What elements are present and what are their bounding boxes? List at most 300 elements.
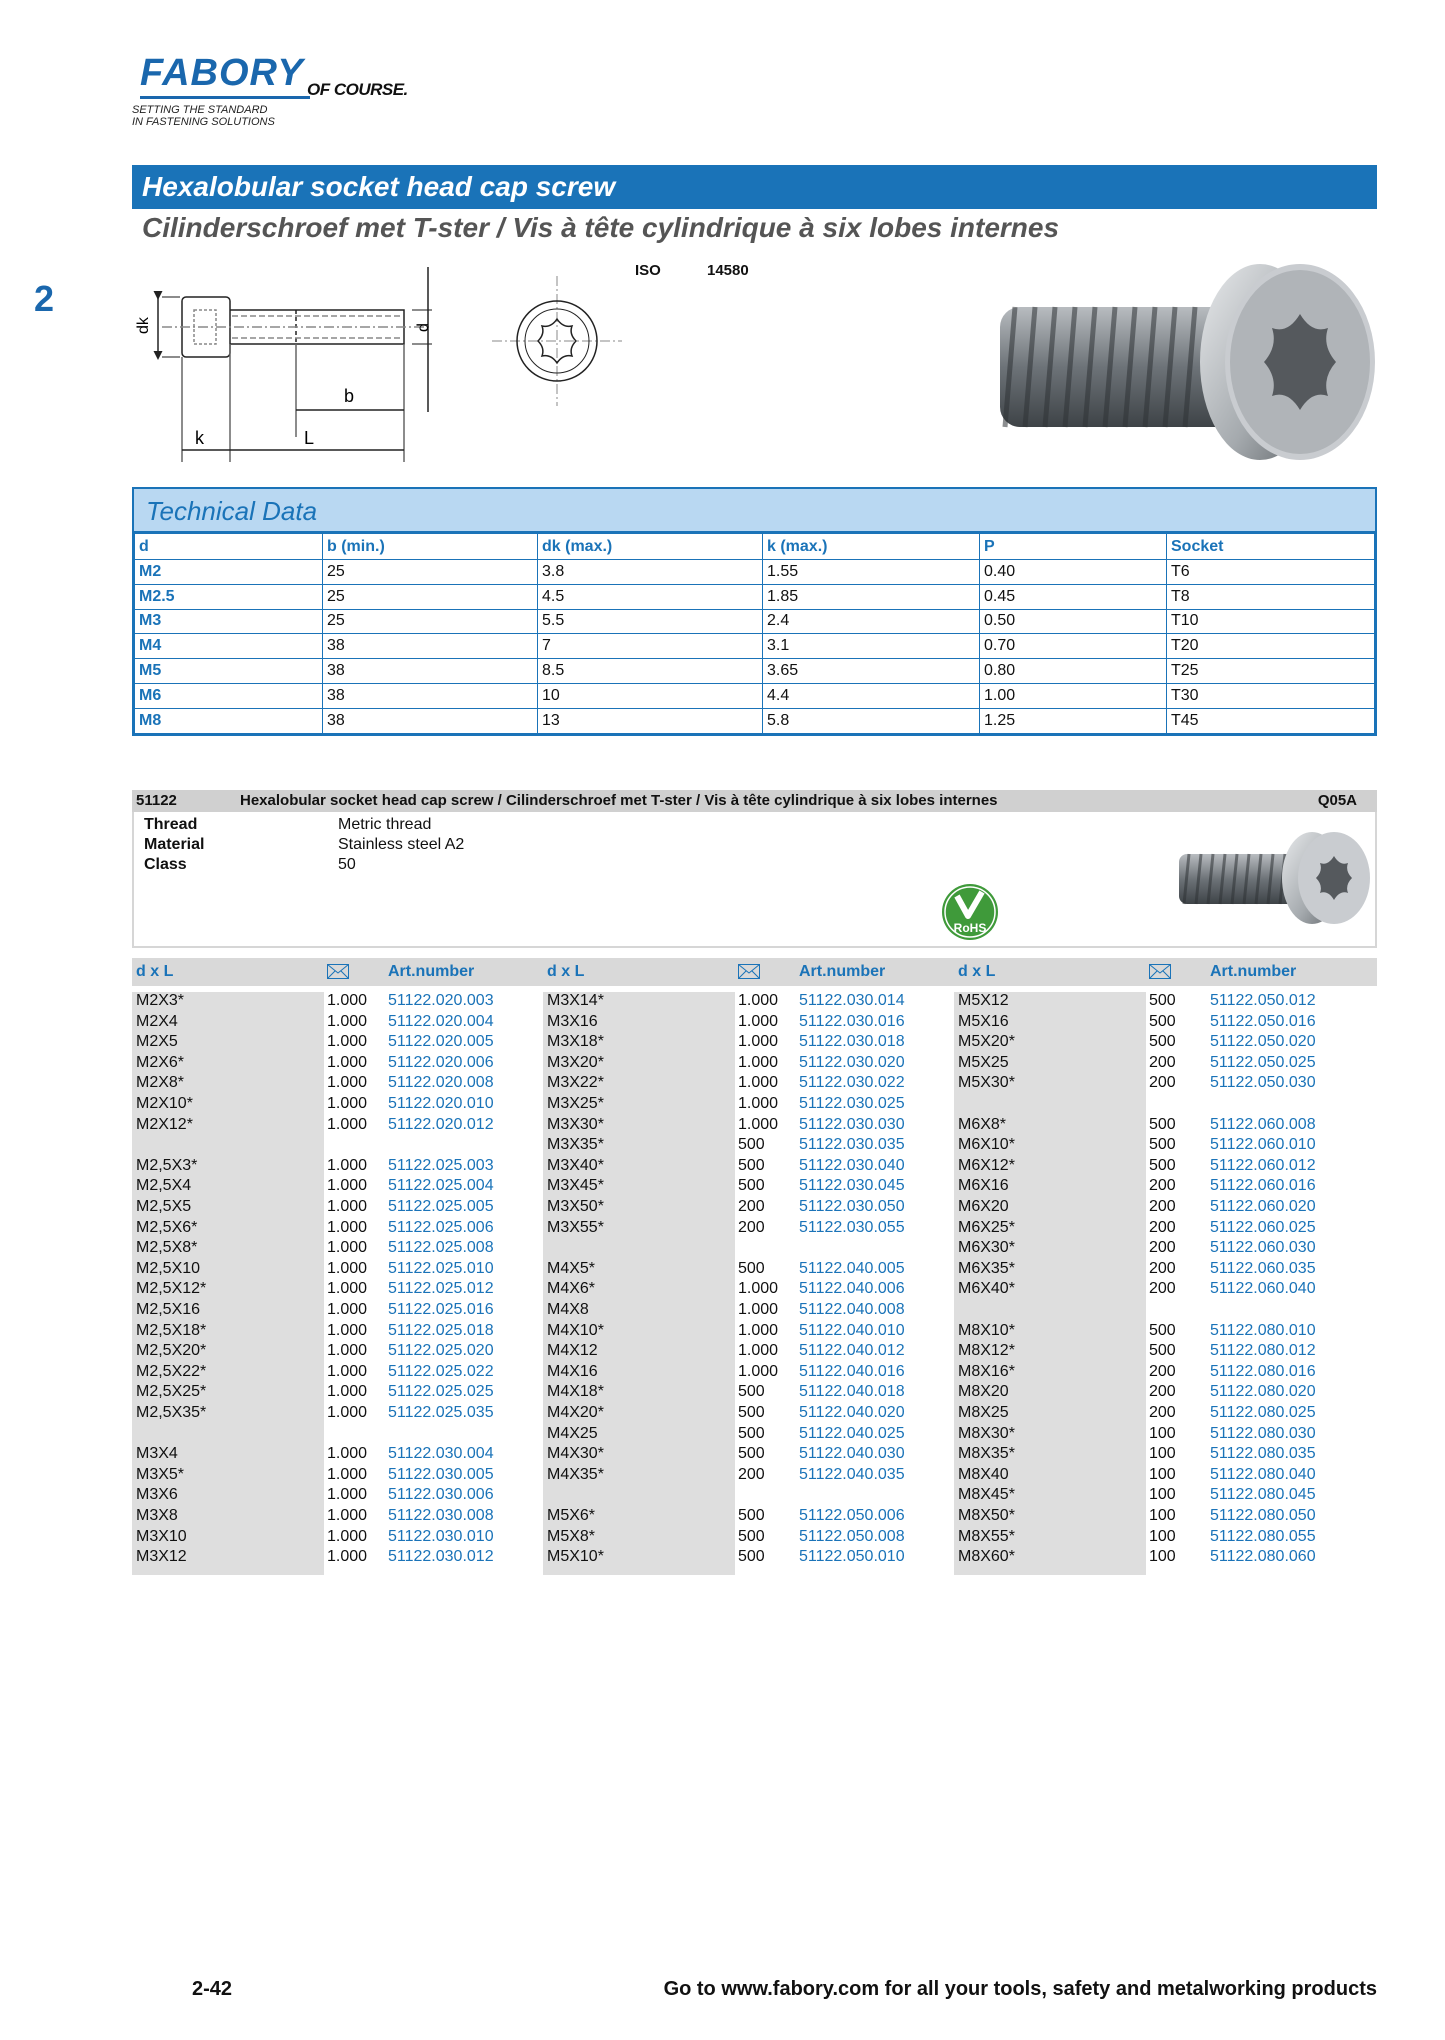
table-cell: M2.5 <box>135 584 323 609</box>
product-header-bar <box>132 790 1377 812</box>
article-number[interactable]: 51122.030.006 <box>388 1486 494 1504</box>
article-number[interactable]: 51122.020.006 <box>388 1053 494 1071</box>
header-cell: b (min.) <box>323 534 538 560</box>
spec-value-material: Stainless steel A2 <box>338 836 465 853</box>
list-item <box>954 1486 1365 1507</box>
list-item <box>543 1260 954 1281</box>
article-quantity: 1.000 <box>327 1095 368 1112</box>
table-row <box>135 584 1375 609</box>
article-number[interactable]: 51122.080.050 <box>1210 1507 1316 1524</box>
article-size: M3X40* <box>547 1156 604 1174</box>
article-number[interactable]: 51122.020.003 <box>388 992 494 1009</box>
article-quantity: 200 <box>738 1465 765 1483</box>
article-size: M3X16 <box>547 1012 598 1030</box>
article-quantity: 1.000 <box>327 1507 368 1524</box>
table-cell: 38 <box>323 708 538 733</box>
article-size: M4X20* <box>547 1404 604 1421</box>
technical-data-header-row <box>135 534 1375 560</box>
article-size: M8X16* <box>958 1362 1015 1380</box>
article-quantity: 1.000 <box>327 1383 368 1401</box>
article-size: M4X25 <box>547 1424 598 1442</box>
article-size: M8X50* <box>958 1507 1015 1524</box>
list-item <box>132 1404 543 1425</box>
article-number[interactable]: 51122.050.008 <box>799 1527 905 1545</box>
article-number[interactable]: 51122.040.035 <box>799 1465 905 1483</box>
product-spec-box <box>132 812 1377 948</box>
article-size: M2X6* <box>136 1053 185 1071</box>
article-quantity: 1.000 <box>738 1053 779 1071</box>
article-number[interactable]: 51122.060.030 <box>1210 1239 1316 1257</box>
page-subtitle: Cilinderschroef met T-ster / Vis à tête cylindrique à six lobes internes <box>142 212 1060 243</box>
list-item <box>954 1136 1365 1157</box>
article-size: M2,5X5 <box>136 1198 192 1215</box>
article-size: M3X22* <box>547 1074 604 1092</box>
article-number[interactable]: 51122.060.012 <box>1210 1156 1316 1174</box>
article-number[interactable]: 51122.060.025 <box>1210 1218 1316 1236</box>
article-number[interactable]: 51122.030.025 <box>799 1095 905 1112</box>
article-number[interactable]: 51122.080.045 <box>1210 1486 1316 1504</box>
article-number[interactable]: 51122.020.004 <box>388 1012 494 1030</box>
article-number[interactable]: 51122.025.020 <box>388 1342 494 1360</box>
list-item <box>543 1136 954 1157</box>
article-number[interactable]: 51122.040.008 <box>799 1301 905 1318</box>
article-number[interactable]: 51122.080.040 <box>1210 1465 1316 1483</box>
article-size: M2,5X18* <box>136 1321 207 1339</box>
list-item <box>954 1383 1365 1404</box>
list-item <box>543 1383 954 1404</box>
article-quantity: 1.000 <box>327 1074 368 1092</box>
article-number[interactable]: 51122.040.016 <box>799 1362 905 1380</box>
list-item <box>543 1033 954 1054</box>
article-quantity: 100 <box>1149 1445 1176 1463</box>
product-photo <box>1174 826 1374 926</box>
article-number[interactable]: 51122.020.008 <box>388 1074 494 1092</box>
article-quantity: 1.000 <box>327 1033 368 1051</box>
article-size: M3X4 <box>136 1445 178 1463</box>
table-row <box>135 708 1375 733</box>
article-number[interactable]: 51122.030.004 <box>388 1445 494 1463</box>
header-cell: Socket <box>1167 534 1375 560</box>
article-number[interactable]: 51122.050.020 <box>1210 1033 1316 1051</box>
article-quantity: 1.000 <box>327 1321 368 1339</box>
table-cell: 4.4 <box>763 683 980 708</box>
article-quantity: 200 <box>1149 1239 1176 1257</box>
article-quantity: 100 <box>1149 1424 1176 1442</box>
article-quantity: 200 <box>1149 1218 1176 1236</box>
article-number[interactable]: 51122.030.040 <box>799 1156 905 1174</box>
article-quantity: 1.000 <box>327 1218 368 1236</box>
article-size: M4X5* <box>547 1259 596 1277</box>
list-item <box>954 1013 1365 1034</box>
list-item <box>132 1363 543 1384</box>
list-item <box>543 1301 954 1322</box>
table-cell: 0.70 <box>980 634 1167 659</box>
technical-data-panel <box>132 487 1377 736</box>
head-view-drawing <box>492 276 622 406</box>
table-cell: T8 <box>1167 584 1375 609</box>
rohs-badge-icon <box>940 882 1000 942</box>
article-number[interactable]: 51122.050.006 <box>799 1507 905 1524</box>
list-item <box>132 1157 543 1178</box>
article-number[interactable]: 51122.030.008 <box>388 1507 494 1524</box>
list-item <box>132 1054 543 1075</box>
article-number[interactable]: 51122.030.050 <box>799 1198 905 1215</box>
article-size: M4X10* <box>547 1321 604 1339</box>
article-size: M8X60* <box>958 1548 1015 1566</box>
dim-k-label: k <box>195 428 204 448</box>
article-number[interactable]: 51122.020.012 <box>388 1115 494 1133</box>
article-size: M2X4 <box>136 1012 178 1030</box>
dim-d-label: d <box>415 323 432 332</box>
article-number[interactable]: 51122.030.022 <box>799 1074 905 1092</box>
table-cell: 25 <box>323 609 538 634</box>
article-number[interactable]: 51122.030.030 <box>799 1115 905 1133</box>
list-item <box>954 992 1365 1013</box>
article-size: M3X14* <box>547 992 604 1009</box>
article-number[interactable]: 51122.025.016 <box>388 1301 494 1318</box>
article-number[interactable]: 51122.025.025 <box>388 1383 494 1401</box>
article-size: M6X8* <box>958 1115 1007 1133</box>
table-row <box>135 560 1375 585</box>
article-number[interactable]: 51122.060.016 <box>1210 1177 1316 1195</box>
article-size: M4X8 <box>547 1301 589 1318</box>
article-number[interactable]: 51122.020.010 <box>388 1095 494 1112</box>
article-number[interactable]: 51122.025.012 <box>388 1280 494 1298</box>
article-number[interactable]: 51122.025.006 <box>388 1218 494 1236</box>
article-number[interactable]: 51122.040.030 <box>799 1445 905 1463</box>
list-item <box>954 1157 1365 1178</box>
article-number[interactable]: 51122.040.006 <box>799 1280 905 1298</box>
article-quantity: 500 <box>738 1259 765 1277</box>
table-cell: 13 <box>538 708 763 733</box>
table-cell: 1.25 <box>980 708 1167 733</box>
list-item <box>543 1177 954 1198</box>
article-quantity: 1.000 <box>738 1012 779 1030</box>
spec-value-class: 50 <box>338 856 356 873</box>
table-cell: T45 <box>1167 708 1375 733</box>
article-number[interactable]: 51122.080.035 <box>1210 1445 1316 1463</box>
article-number[interactable]: 51122.030.010 <box>388 1527 494 1545</box>
article-size: M2,5X35* <box>136 1404 207 1421</box>
article-quantity: 500 <box>738 1136 765 1154</box>
product-name: Hexalobular socket head cap screw / Cilinderschroef met T-ster / Vis à tête cylindrique à six lobes internes <box>240 792 998 809</box>
logo-tagline-1: SETTING THE STANDARD <box>132 104 268 116</box>
table-cell: 1.55 <box>763 560 980 585</box>
article-number[interactable]: 51122.025.018 <box>388 1321 494 1339</box>
envelope-icon <box>327 964 349 979</box>
list-item <box>954 1177 1365 1198</box>
list-item <box>954 1260 1365 1281</box>
article-quantity: 1.000 <box>327 1445 368 1463</box>
list-item <box>954 1219 1365 1240</box>
technical-data-title: Technical Data <box>146 496 318 526</box>
table-row <box>135 634 1375 659</box>
article-quantity: 200 <box>738 1198 765 1215</box>
list-item <box>132 1383 543 1404</box>
table-cell: M6 <box>135 683 323 708</box>
product-qcode: Q05A <box>1317 792 1357 809</box>
table-cell: 8.5 <box>538 659 763 684</box>
article-quantity: 1.000 <box>327 1156 368 1174</box>
article-number[interactable]: 51122.030.012 <box>388 1548 494 1566</box>
article-number[interactable]: 51122.060.020 <box>1210 1198 1316 1215</box>
list-item <box>954 1033 1365 1054</box>
technical-data-header <box>134 489 1375 533</box>
article-quantity: 500 <box>1149 992 1176 1009</box>
table-cell: 1.85 <box>763 584 980 609</box>
article-size: M2,5X4 <box>136 1177 192 1195</box>
article-number[interactable]: 51122.025.035 <box>388 1404 494 1421</box>
list-item <box>543 1322 954 1343</box>
page-title: Hexalobular socket head cap screw <box>142 171 616 202</box>
list-item <box>132 1198 543 1219</box>
article-number[interactable]: 51122.080.016 <box>1210 1362 1316 1380</box>
article-number[interactable]: 51122.020.005 <box>388 1033 494 1051</box>
article-number[interactable]: 51122.025.010 <box>388 1259 494 1277</box>
table-cell: 3.1 <box>763 634 980 659</box>
article-quantity: 1.000 <box>327 1198 368 1215</box>
col-header-art: Art.number <box>1210 963 1297 980</box>
list-item <box>954 1116 1365 1137</box>
list-item <box>543 1280 954 1301</box>
article-quantity: 1.000 <box>327 1486 368 1504</box>
section-number: 2 <box>34 278 55 319</box>
article-number[interactable]: 51122.080.055 <box>1210 1527 1316 1545</box>
article-quantity: 1.000 <box>327 1053 368 1071</box>
article-number[interactable]: 51122.030.016 <box>799 1012 905 1030</box>
header-cell: k (max.) <box>763 534 980 560</box>
list-item <box>954 1280 1365 1301</box>
article-number[interactable]: 51122.080.010 <box>1210 1321 1316 1339</box>
header-cell: d <box>135 534 323 560</box>
article-number[interactable]: 51122.080.060 <box>1210 1548 1316 1566</box>
article-number[interactable]: 51122.050.012 <box>1210 992 1316 1009</box>
article-number[interactable]: 51122.050.016 <box>1210 1012 1316 1030</box>
list-item <box>132 1445 543 1466</box>
list-item <box>954 1301 1365 1322</box>
article-number[interactable]: 51122.025.005 <box>388 1198 494 1215</box>
page-number: 2-42 <box>192 1978 233 2000</box>
article-number[interactable]: 51122.030.045 <box>799 1177 905 1195</box>
article-quantity: 1.000 <box>327 992 368 1009</box>
article-number[interactable]: 51122.025.022 <box>388 1362 494 1380</box>
article-size: M2,5X3* <box>136 1156 198 1174</box>
article-quantity: 100 <box>1149 1486 1176 1504</box>
article-number[interactable]: 51122.040.010 <box>799 1321 905 1339</box>
list-item <box>954 1054 1365 1075</box>
article-number[interactable]: 51122.030.014 <box>799 992 905 1009</box>
article-number[interactable]: 51122.060.008 <box>1210 1115 1316 1133</box>
list-item <box>543 1466 954 1487</box>
article-quantity: 1.000 <box>738 1321 779 1339</box>
article-size: M8X25 <box>958 1404 1009 1421</box>
table-cell: 1.00 <box>980 683 1167 708</box>
table-cell: 10 <box>538 683 763 708</box>
article-quantity: 1.000 <box>738 1301 779 1318</box>
side-view-drawing <box>132 262 452 467</box>
article-quantity: 1.000 <box>327 1177 368 1195</box>
article-size: M8X30* <box>958 1424 1015 1442</box>
list-item <box>954 1239 1365 1260</box>
article-number[interactable]: 51122.040.005 <box>799 1259 905 1277</box>
article-number[interactable]: 51122.040.025 <box>799 1424 905 1442</box>
article-number[interactable]: 51122.060.035 <box>1210 1259 1316 1277</box>
article-size: M6X10* <box>958 1136 1015 1154</box>
article-quantity: 1.000 <box>738 1362 779 1380</box>
article-number[interactable]: 51122.050.030 <box>1210 1074 1316 1092</box>
article-size: M8X40 <box>958 1465 1009 1483</box>
article-quantity: 100 <box>1149 1548 1176 1566</box>
article-number[interactable]: 51122.050.010 <box>799 1548 905 1566</box>
article-quantity: 1.000 <box>327 1239 368 1257</box>
list-item <box>543 1404 954 1425</box>
article-number[interactable]: 51122.025.004 <box>388 1177 494 1195</box>
table-cell: 0.50 <box>980 609 1167 634</box>
fabory-logo <box>132 52 432 132</box>
list-item <box>543 992 954 1013</box>
article-number[interactable]: 51122.030.035 <box>799 1136 905 1154</box>
article-number[interactable]: 51122.040.018 <box>799 1383 905 1401</box>
dim-dk-label: dk <box>135 317 152 334</box>
list-item <box>132 1219 543 1240</box>
list-item <box>132 1301 543 1322</box>
article-size: M2X8* <box>136 1074 185 1092</box>
list-item <box>543 1116 954 1137</box>
article-size: M3X45* <box>547 1177 604 1195</box>
list-item <box>543 1239 954 1260</box>
article-size: M4X16 <box>547 1362 598 1380</box>
article-quantity: 200 <box>1149 1053 1176 1071</box>
list-item <box>132 1528 543 1549</box>
article-size: M6X25* <box>958 1218 1015 1236</box>
article-size: M2,5X8* <box>136 1239 198 1257</box>
list-item <box>954 1074 1365 1095</box>
article-size: M8X45* <box>958 1486 1015 1504</box>
article-size: M6X20 <box>958 1198 1009 1215</box>
article-size: M5X10* <box>547 1548 604 1566</box>
table-cell: 2.4 <box>763 609 980 634</box>
spec-key-class: Class <box>144 856 187 873</box>
table-cell: T30 <box>1167 683 1375 708</box>
article-quantity: 500 <box>1149 1012 1176 1030</box>
article-size: M2X5 <box>136 1033 178 1051</box>
standard-label: ISO <box>635 262 661 279</box>
article-number[interactable]: 51122.060.040 <box>1210 1280 1316 1298</box>
article-number[interactable]: 51122.025.003 <box>388 1156 494 1174</box>
article-quantity: 100 <box>1149 1527 1176 1545</box>
list-item <box>954 1507 1365 1528</box>
article-quantity: 1.000 <box>738 1095 779 1112</box>
article-number[interactable]: 51122.040.020 <box>799 1404 905 1421</box>
list-item <box>132 1177 543 1198</box>
table-cell: 5.8 <box>763 708 980 733</box>
list-item <box>543 1054 954 1075</box>
article-quantity: 200 <box>1149 1362 1176 1380</box>
article-size: M3X55* <box>547 1218 604 1236</box>
list-item <box>132 1239 543 1260</box>
article-number[interactable]: 51122.030.018 <box>799 1033 905 1051</box>
list-item <box>132 1074 543 1095</box>
article-number[interactable]: 51122.080.020 <box>1210 1383 1316 1401</box>
article-number[interactable]: 51122.060.010 <box>1210 1136 1316 1154</box>
logo-underline <box>140 96 310 99</box>
dim-b-label: b <box>344 386 355 406</box>
rohs-label: RoHS <box>953 921 987 935</box>
article-quantity: 500 <box>1149 1033 1176 1051</box>
article-quantity: 500 <box>738 1527 765 1545</box>
article-size: M2,5X20* <box>136 1342 207 1360</box>
article-quantity: 1.000 <box>738 1115 779 1133</box>
article-quantity: 1.000 <box>327 1548 368 1566</box>
article-number[interactable]: 51122.080.012 <box>1210 1342 1316 1360</box>
article-size: M5X25 <box>958 1053 1009 1071</box>
product-code: 51122 <box>136 792 177 809</box>
article-number[interactable]: 51122.030.005 <box>388 1465 494 1483</box>
list-item <box>543 1074 954 1095</box>
article-quantity: 200 <box>738 1218 765 1236</box>
article-number[interactable]: 51122.030.055 <box>799 1218 905 1236</box>
article-quantity: 1.000 <box>738 1280 779 1298</box>
table-cell: M8 <box>135 708 323 733</box>
envelope-icon <box>1149 964 1171 979</box>
article-quantity: 500 <box>1149 1156 1176 1174</box>
list-item <box>954 1466 1365 1487</box>
logo-tagline <box>132 104 275 128</box>
article-quantity: 1.000 <box>327 1280 368 1298</box>
article-size: M3X30* <box>547 1115 604 1133</box>
list-item <box>954 1528 1365 1549</box>
article-size: M8X10* <box>958 1321 1015 1339</box>
list-item <box>132 992 543 1013</box>
article-quantity: 500 <box>738 1445 765 1463</box>
article-size: M4X35* <box>547 1465 604 1483</box>
article-quantity: 1.000 <box>327 1259 368 1277</box>
article-number[interactable]: 51122.040.012 <box>799 1342 905 1360</box>
logo-slogan: OF COURSE. <box>307 80 408 99</box>
article-quantity: 500 <box>1149 1115 1176 1133</box>
list-item <box>954 1404 1365 1425</box>
list-item <box>954 1445 1365 1466</box>
list-item <box>132 1260 543 1281</box>
article-number[interactable]: 51122.080.025 <box>1210 1404 1316 1421</box>
footer-text: Go to www.fabory.com for all your tools, safety and metalworking products <box>663 1978 1377 2000</box>
article-quantity: 500 <box>738 1507 765 1524</box>
article-number[interactable]: 51122.025.008 <box>388 1239 494 1257</box>
list-item <box>954 1198 1365 1219</box>
article-quantity: 200 <box>1149 1280 1176 1298</box>
table-cell: 38 <box>323 683 538 708</box>
table-cell: 5.5 <box>538 609 763 634</box>
article-size: M8X55* <box>958 1527 1015 1545</box>
article-number[interactable]: 51122.080.030 <box>1210 1424 1316 1442</box>
col-header-dxl: d x L <box>547 963 585 980</box>
article-number[interactable]: 51122.050.025 <box>1210 1053 1316 1071</box>
article-quantity: 200 <box>1149 1177 1176 1195</box>
table-cell: 38 <box>323 634 538 659</box>
article-size: M3X12 <box>136 1548 187 1566</box>
header-cell: P <box>980 534 1167 560</box>
article-quantity: 1.000 <box>327 1404 368 1421</box>
article-size: M2,5X22* <box>136 1362 207 1380</box>
article-quantity: 100 <box>1149 1465 1176 1483</box>
spec-value-thread: Metric thread <box>338 816 432 833</box>
article-size: M6X40* <box>958 1280 1015 1298</box>
article-header-2 <box>543 958 954 986</box>
article-quantity: 500 <box>738 1548 765 1566</box>
list-item <box>543 1486 954 1507</box>
article-quantity: 500 <box>738 1156 765 1174</box>
article-number[interactable]: 51122.030.020 <box>799 1053 905 1071</box>
